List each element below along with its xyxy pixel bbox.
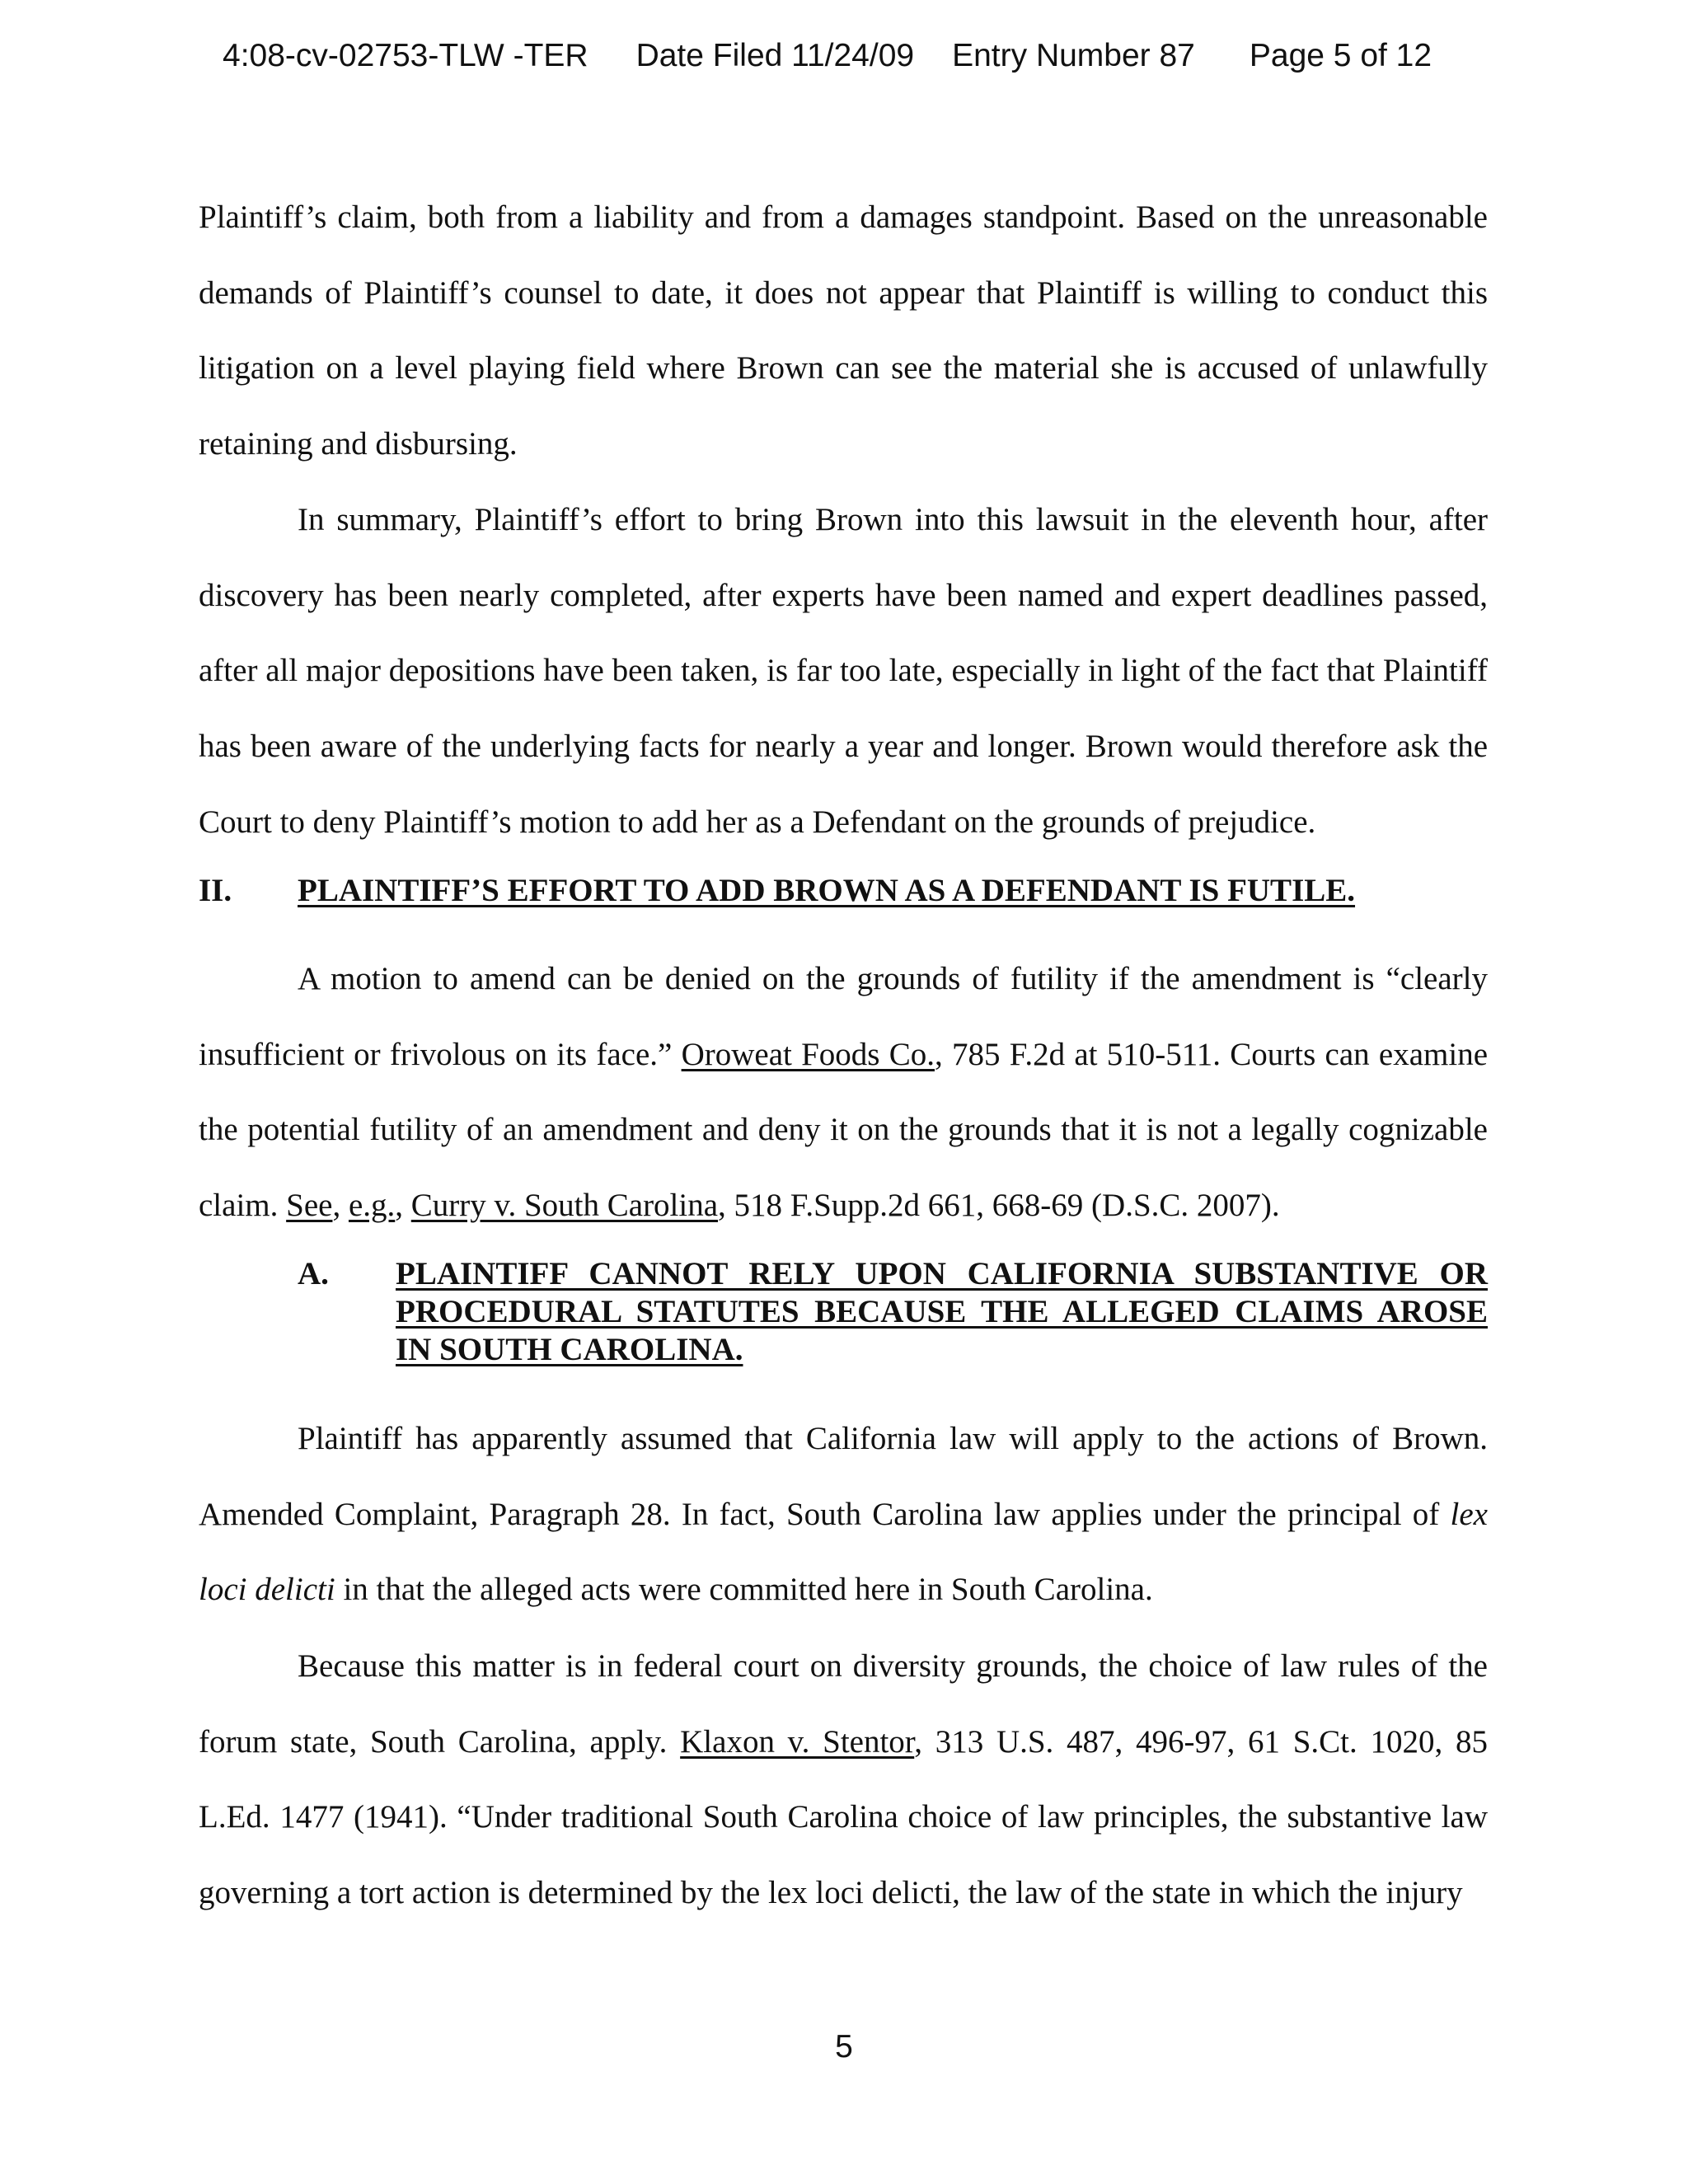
text-run: , 518 F.Supp.2d 661, 668-69 (D.S.C. 2007). (718, 1188, 1280, 1224)
text-run: Plaintiff has apparently assumed that California law will apply to the actions of Brown. Amended Complaint, Paragraph 28. In fact, South Carolina law applies under the principal of (199, 1421, 1488, 1532)
subsection-number: A. (298, 1256, 329, 1291)
text-run: , 785 F.2d at 510-511. Courts can examine the potential futility of an amendment and deny it on the grounds that it is not a legally cognizable claim. (199, 1036, 1489, 1224)
section-title: PLAINTIFF’S EFFORT TO ADD BROWN AS A DEFENDANT IS FUTILE. (298, 873, 1356, 908)
text-run: , (332, 1188, 349, 1224)
page-number: 5 (835, 2029, 853, 2064)
case-citation: Klaxon v. Stentor (680, 1723, 915, 1760)
paragraph-continuation (199, 180, 1488, 482)
paragraph-text: Plaintiff’s claim, both from a liability and from a damages standpoint. Based on the unreasonable demands of Plaintiff’s counsel to date, it does not appear that Plaintiff is willing to conduct this litigation on a level playing field where Brown can see the material she is accused of unlawfully retaining and disbursing. (199, 199, 1488, 462)
section-number: II. (199, 873, 232, 908)
subsection-title: PLAINTIFF CANNOT RELY UPON CALIFORNIA SUBSTANTIVE OR PROCEDURAL STATUTES BECAUSE THE ALLEGED CLAIMS AROSE IN SOUTH CAROLINA. (396, 1256, 1488, 1367)
text-run: in that the alleged acts were committed here in South Carolina. (335, 1572, 1153, 1608)
signal-see: See (286, 1188, 333, 1224)
paragraph-california-law (199, 1401, 1488, 1628)
paragraph-summary (199, 482, 1488, 860)
entry-number: Entry Number 87 (952, 38, 1195, 73)
text-run: , 313 U.S. 487, 496-97, 61 S.Ct. 1020, 85 L.Ed. 1477 (1941). “Under traditional South Carolina choice of law principles, the substantive law governing a tort action is determined by the lex loci delicti, the law of the state in which the injury (199, 1723, 1488, 1911)
case-number: 4:08-cv-02753-TLW -TER (223, 38, 588, 73)
paragraph-text (199, 1401, 1488, 1628)
paragraph-futility (199, 941, 1488, 1244)
paragraph-text (199, 1629, 1488, 1931)
case-citation: Curry v. South Carolina (410, 1188, 719, 1224)
document-header (223, 38, 1432, 74)
italic-term: lex loci delicti (199, 1496, 1488, 1608)
case-citation: Oroweat Foods Co. (681, 1036, 935, 1072)
paragraph-text (199, 941, 1488, 1244)
date-filed: Date Filed 11/24/09 (635, 38, 915, 73)
paragraph-text: In summary, Plaintiff’s effort to bring Brown into this lawsuit in the eleventh hour, after discovery has been nearly completed, after experts have been named and expert deadlines passed, after all major depositions have been taken, is far too late, especially in light of the fact that Plaintiff has been aware of the underlying facts for nearly a year and longer. Brown would therefore ask the Court to deny Plaintiff’s motion to add her as a Defendant on the grounds of prejudice. (199, 502, 1488, 840)
text-run: , (395, 1188, 411, 1224)
paragraph-choice-of-law (199, 1629, 1488, 1931)
section-heading-ii (199, 872, 1355, 909)
signal-eg: e.g. (348, 1188, 396, 1224)
page-of: Page 5 of 12 (1249, 38, 1432, 73)
subsection-heading-a (298, 1255, 1488, 1369)
text-run: A motion to amend can be denied on the grounds of futility if the amendment is “clearly insufficient or frivolous on its face.” (199, 961, 1488, 1072)
text-run: Because this matter is in federal court on diversity grounds, the choice of law rules of the forum state, South Carolina, apply. (199, 1648, 1488, 1760)
